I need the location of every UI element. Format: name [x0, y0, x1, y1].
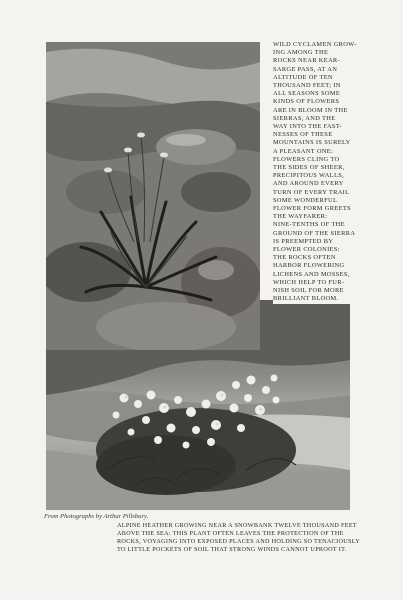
- caption-line: WILD CYCLAMEN GROW-: [273, 41, 357, 48]
- caption-line: TO LITTLE POCKETS OF SOIL THAT STRONG WINDS CANNOT UPROOT IT.: [117, 546, 347, 554]
- cyclamen-caption: [273, 41, 359, 304]
- caption-line: THE WAYFARER:: [273, 213, 328, 221]
- caption-line: THOUSAND FEET; IN: [273, 82, 341, 90]
- caption-line: IS PREEMPTED BY: [273, 237, 334, 245]
- caption-line: ROCKS, VOYAGING INTO EXPOSED PLACES AND HOLDING SO TENACIOUSLY: [117, 538, 360, 546]
- caption-line: ING AMONG THE: [273, 49, 329, 57]
- caption-line: ARE IN BLOOM IN THE: [273, 106, 348, 114]
- caption-line: KINDS OF FLOWERS: [273, 98, 340, 106]
- caption-line: LICHENS AND MOSSES,: [273, 270, 350, 278]
- wild-cyclamen-illustration: [46, 42, 260, 350]
- caption-line: A PLEASANT ONE:: [273, 147, 334, 155]
- caption-line: NISH SOIL FOR MORE: [273, 287, 344, 295]
- heather-caption: [117, 522, 373, 554]
- caption-line: HARBOR FLOWERING: [273, 262, 345, 270]
- caption-line: FLOWER FORM GREETS: [273, 205, 352, 213]
- caption-line: ALL SEASONS SOME: [273, 90, 341, 98]
- photo-credit: From Photographs by Arthur Pillsbury.: [44, 513, 149, 520]
- caption-line: NINE-TENTHS OF THE: [273, 221, 345, 229]
- caption-line: WHICH HELP TO FUR-: [273, 278, 345, 286]
- caption-line: TURN OF EVERY TRAIL: [273, 188, 350, 196]
- caption-line: BRILLIANT BLOOM.: [273, 295, 339, 303]
- caption-line: ALTITUDE OF TEN: [273, 73, 333, 81]
- caption-line: FLOWERS CLING TO: [273, 155, 340, 163]
- caption-line: ROCKS NEAR KEAR-: [273, 57, 341, 65]
- caption-line: MOUNTAINS IS SURELY: [273, 139, 351, 147]
- caption-line: THE SIDES OF SHEER,: [273, 164, 345, 172]
- caption-line: PRECIPITOUS WALLS,: [273, 172, 345, 180]
- caption-line: ALPINE HEATHER GROWING NEAR A SNOWBANK TWELVE THOUSAND FEET: [117, 522, 357, 529]
- caption-line: SIERRAS, AND THE: [273, 114, 336, 122]
- caption-line: THE ROCKS OFTEN: [273, 254, 336, 262]
- caption-line: WAY INTO THE FAST-: [273, 123, 342, 131]
- caption-line: ABOVE THE SEA: THIS PLANT OFTEN LEAVES THE PROTECTION OF THE: [117, 530, 344, 538]
- caption-line: FLOWER COLONIES:: [273, 246, 340, 254]
- caption-line: SOME WONDERFUL: [273, 196, 338, 204]
- caption-line: GROUND OF THE SIERRA: [273, 229, 356, 237]
- caption-line: SARGE PASS, AT AN: [273, 65, 338, 73]
- caption-line: AND AROUND EVERY: [273, 180, 344, 188]
- wild-cyclamen-photo: [46, 42, 260, 350]
- caption-line: NESSES OF THESE: [273, 131, 333, 139]
